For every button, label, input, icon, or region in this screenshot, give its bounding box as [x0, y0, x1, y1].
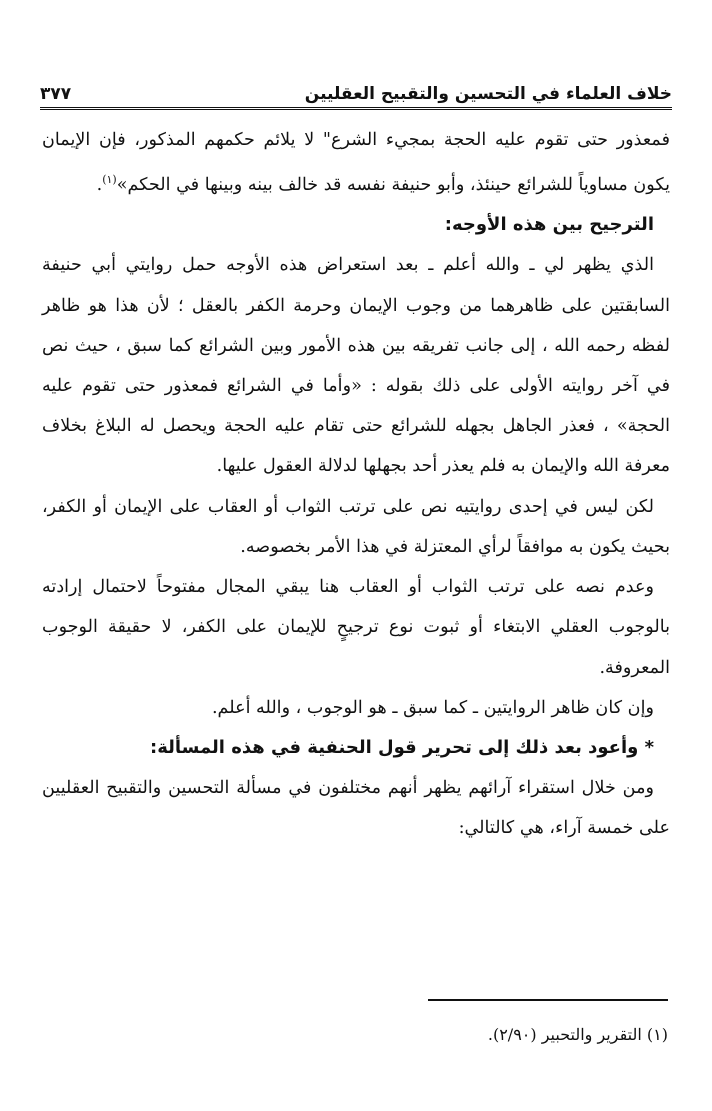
- footnote-reference[interactable]: (١): [102, 173, 117, 187]
- running-header: [40, 76, 672, 104]
- header-rule: [40, 107, 672, 110]
- paragraph-1: فمعذور حتى تقوم عليه الحجة بمجيء الشرع" لا يلائم حكمهم المذكور، فإن الإيمان يكون مساوياً للشرائع حينئذ، وأبو حنيفة نفسه قد خالف بينه وبينها في الحكم»$^{(١)}$.: [42, 130, 670, 196]
- paragraph-4: وعدم نصه على ترتب الثواب أو العقاب هنا يبقي المجال مفتوحاً لاحتمال إرادته بالوجوب العقلي الابتغاء أو ثبوت نوع ترجيحٍ للإيمان على الكفر، لا حقيقة الوجوب المعروفة.: [42, 577, 670, 678]
- page-number: ٣٧٧: [40, 84, 72, 104]
- footnote-rule: [428, 999, 668, 1001]
- section-heading-tarjih: الترجيح بين هذه الأوجه:: [444, 214, 654, 236]
- paragraph-6: ومن خلال استقراء آرائهم يظهر أنهم مختلفون في مسألة التحسين والتقبيح العقليين على خمسة آراء، هي كالتالي:: [42, 778, 670, 839]
- footnote: (١) التقرير والتحبير (٢/٩٠).: [487, 1025, 668, 1044]
- paragraph-5: وإن كان ظاهر الروايتين ـ كما سبق ـ هو الوجوب ، والله أعلم.: [211, 697, 654, 718]
- header-title: خلاف العلماء في التحسين والتقبيح العقليين: [304, 84, 672, 104]
- section-heading-hanafi: * وأعود بعد ذلك إلى تحرير قول الحنفية في هذه المسألة:: [150, 736, 654, 758]
- paragraph-2: الذي يظهر لي ـ والله أعلم ـ بعد استعراض هذه الأوجه حمل روايتي أبي حنيفة السابقتين على ظاهرهما من وجوب الإيمان وحرمة الكفر بالعقل ؛ لأن هذا هو ظاهر لفظه رحمه الله ، إلى جانب تفريقه بين هذه الأمور وبين الشرائع كما سبق ، حيث نص في آخر روايته الأولى على ذلك بقوله : «وأما في الشرائع فمعذور حتى تقوم عليه الحجة» ، فعذر الجاهل بجهله للشرائع حتى تقام عليه الحجة ويحصل له البلاغ بخلاف معرفة الله والإيمان به فلم يعذر أحد بجهلها لدلالة العقول عليها.: [42, 255, 670, 477]
- paragraph-3: لكن ليس في إحدى روايتيه نص على ترتب الثواب أو العقاب على الإيمان أو الكفر، بحيث يكون به موافقاً لرأي المعتزلة في هذا الأمر بخصوصه.: [42, 496, 670, 557]
- body-text: [42, 120, 670, 849]
